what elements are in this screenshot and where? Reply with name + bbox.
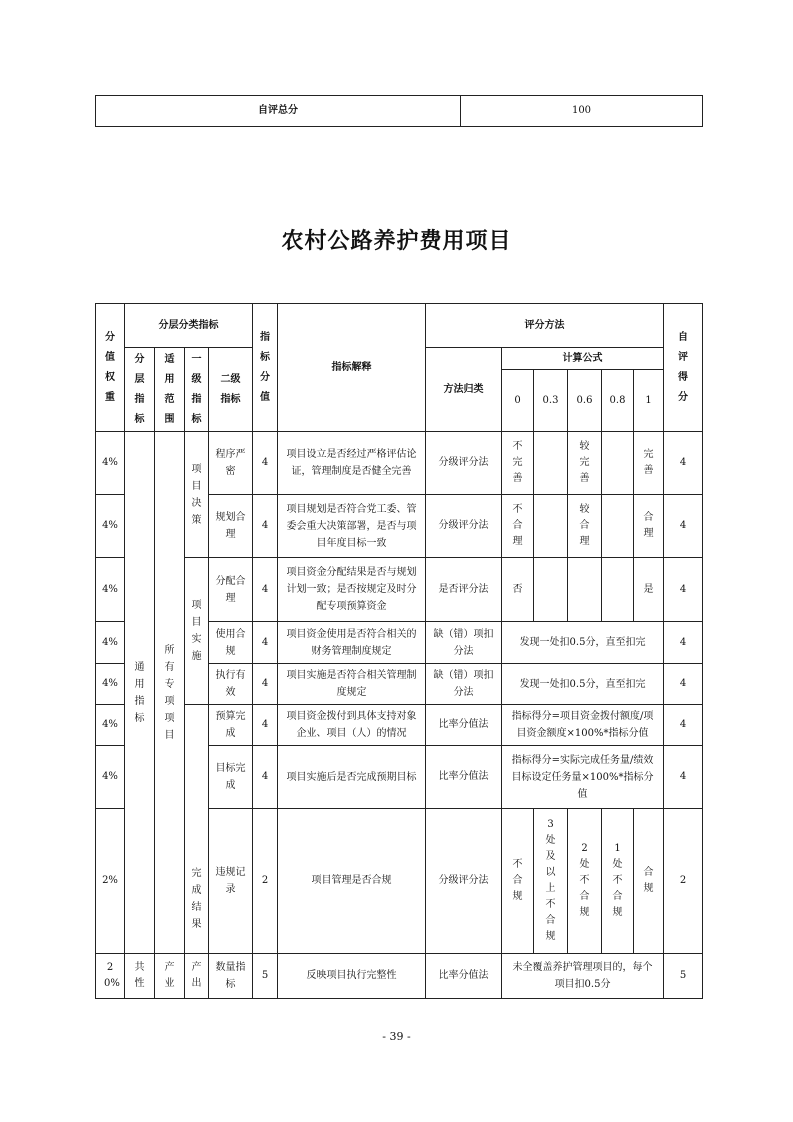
row-explain: 项目实施是否符合相关管理制度规定 [278, 664, 426, 705]
row-explain: 项目资金拨付到具体支持对象企业、项目（人）的情况 [278, 705, 426, 746]
row-method: 是否评分法 [426, 558, 502, 622]
row-c08 [602, 495, 634, 558]
merged-all-projects: 所有专项项目 [155, 432, 185, 954]
row-value: 4 [253, 495, 278, 558]
row-level2: 预算完成 [209, 705, 253, 746]
row-score: 4 [664, 746, 703, 809]
table-row [96, 432, 703, 495]
row-c03 [534, 432, 568, 495]
row-explain: 项目规划是否符合党工委、管委会重大决策部署，是否与项目年度目标一致 [278, 495, 426, 558]
row-value: 4 [253, 432, 278, 495]
merged-result: 完成结果 [185, 705, 209, 954]
row-level2: 数量指标 [209, 954, 253, 999]
row-method: 缺（错）项扣分法 [426, 622, 502, 664]
row-method: 分级评分法 [426, 809, 502, 954]
row-c06: 较合理 [568, 495, 602, 558]
row-explain: 项目设立是否经过严格评估论证，管理制度是否健全完善 [278, 432, 426, 495]
header-f08: 0.8 [602, 370, 634, 432]
row-score: 4 [664, 705, 703, 746]
row-value: 5 [253, 954, 278, 999]
row-level2: 使用合规 [209, 622, 253, 664]
table-row [96, 705, 703, 746]
row-explain: 项目实施后是否完成预期目标 [278, 746, 426, 809]
page-number: - 39 - [382, 1030, 411, 1043]
row-c1: 合规 [634, 809, 664, 954]
row-value: 4 [253, 746, 278, 809]
row-weight: 4% [96, 664, 125, 705]
header-f06: 0.6 [568, 370, 602, 432]
merged-implement: 项目实施 [185, 558, 209, 705]
row-weight: 4% [96, 746, 125, 809]
row-score: 4 [664, 622, 703, 664]
row-layer: 共性 [125, 954, 155, 999]
header-level1: 一级指标 [185, 348, 209, 432]
row-c03 [534, 495, 568, 558]
merged-general: 通用指标 [125, 432, 155, 954]
header-layered: 分层分类指标 [125, 304, 253, 348]
score-summary-table [95, 95, 703, 127]
row-formula: 指标得分=实际完成任务量/绩效目标设定任务量×100%*指标分值 [502, 746, 664, 809]
row-formula: 未全覆盖养护管理项目的，每个项目扣0.5分 [502, 954, 664, 999]
row-explain: 反映项目执行完整性 [278, 954, 426, 999]
header-f03: 0.3 [534, 370, 568, 432]
row-level2: 程序严密 [209, 432, 253, 495]
row-c08: 1处不合规 [602, 809, 634, 954]
row-method: 比率分值法 [426, 705, 502, 746]
row-value: 4 [253, 558, 278, 622]
row-level2: 违规记录 [209, 809, 253, 954]
row-level2: 分配合理 [209, 558, 253, 622]
header-level2: 二级指标 [209, 348, 253, 432]
row-score: 5 [664, 954, 703, 999]
header-explain: 指标解释 [278, 304, 426, 432]
header-formula: 计算公式 [502, 348, 664, 370]
row-weight: 4% [96, 622, 125, 664]
row-method: 分级评分法 [426, 495, 502, 558]
row-score: 2 [664, 809, 703, 954]
table-row [96, 954, 703, 999]
row-weight: 4% [96, 495, 125, 558]
row-level2: 目标完成 [209, 746, 253, 809]
row-value: 4 [253, 664, 278, 705]
row-value: 4 [253, 622, 278, 664]
merged-decision: 项目决策 [185, 432, 209, 558]
row-explain: 项目资金使用是否符合相关的财务管理制度规定 [278, 622, 426, 664]
row-explain: 项目资金分配结果是否与规划计划一致；是否按规定及时分配专项预算资金 [278, 558, 426, 622]
header-scope: 适用范围 [155, 348, 185, 432]
row-c06: 较完善 [568, 432, 602, 495]
row-c03 [534, 558, 568, 622]
row-weight: 4% [96, 432, 125, 495]
score-summary-label: 自评总分 [96, 96, 461, 127]
row-method: 比率分值法 [426, 746, 502, 809]
row-level2: 规划合理 [209, 495, 253, 558]
row-c1: 合理 [634, 495, 664, 558]
header-method-type: 方法归类 [426, 348, 502, 432]
row-c08 [602, 432, 634, 495]
row-weight: 4% [96, 558, 125, 622]
row-scope: 产业 [155, 954, 185, 999]
row-c06: 2处不合规 [568, 809, 602, 954]
row-score: 4 [664, 558, 703, 622]
row-value: 4 [253, 705, 278, 746]
row-formula: 发现一处扣0.5分，直至扣完 [502, 664, 664, 705]
table-row [96, 558, 703, 622]
row-score: 4 [664, 432, 703, 495]
evaluation-table [95, 303, 703, 999]
row-score: 4 [664, 664, 703, 705]
header-ind-value: 指标分值 [253, 304, 278, 432]
row-c1: 是 [634, 558, 664, 622]
row-explain: 项目管理是否合规 [278, 809, 426, 954]
row-level1: 产出 [185, 954, 209, 999]
row-method: 缺（错）项扣分法 [426, 664, 502, 705]
row-c06 [568, 558, 602, 622]
row-c08 [602, 558, 634, 622]
header-f0: 0 [502, 370, 534, 432]
page-title: 农村公路养护费用项目 [281, 229, 512, 254]
row-c1: 完善 [634, 432, 664, 495]
row-level2: 执行有效 [209, 664, 253, 705]
row-c0: 不合规 [502, 809, 534, 954]
header-layer-ind: 分层指标 [125, 348, 155, 432]
header-weight: 分值权重 [96, 304, 125, 432]
header-f1: 1 [634, 370, 664, 432]
score-summary-value: 100 [461, 96, 703, 127]
row-method: 分级评分法 [426, 432, 502, 495]
header-self-score: 自评得分 [664, 304, 703, 432]
row-method: 比率分值法 [426, 954, 502, 999]
row-score: 4 [664, 495, 703, 558]
row-weight: 4% [96, 705, 125, 746]
row-formula: 发现一处扣0.5分，直至扣完 [502, 622, 664, 664]
row-weight: 20% [96, 954, 125, 999]
row-c03: 3处及以上不合规 [534, 809, 568, 954]
row-c0: 不合理 [502, 495, 534, 558]
row-formula: 指标得分=项目资金拨付额度/项目资金额度×100%*指标分值 [502, 705, 664, 746]
row-value: 2 [253, 809, 278, 954]
row-c0: 否 [502, 558, 534, 622]
row-c0: 不完善 [502, 432, 534, 495]
row-weight: 2% [96, 809, 125, 954]
header-method: 评分方法 [426, 304, 664, 348]
